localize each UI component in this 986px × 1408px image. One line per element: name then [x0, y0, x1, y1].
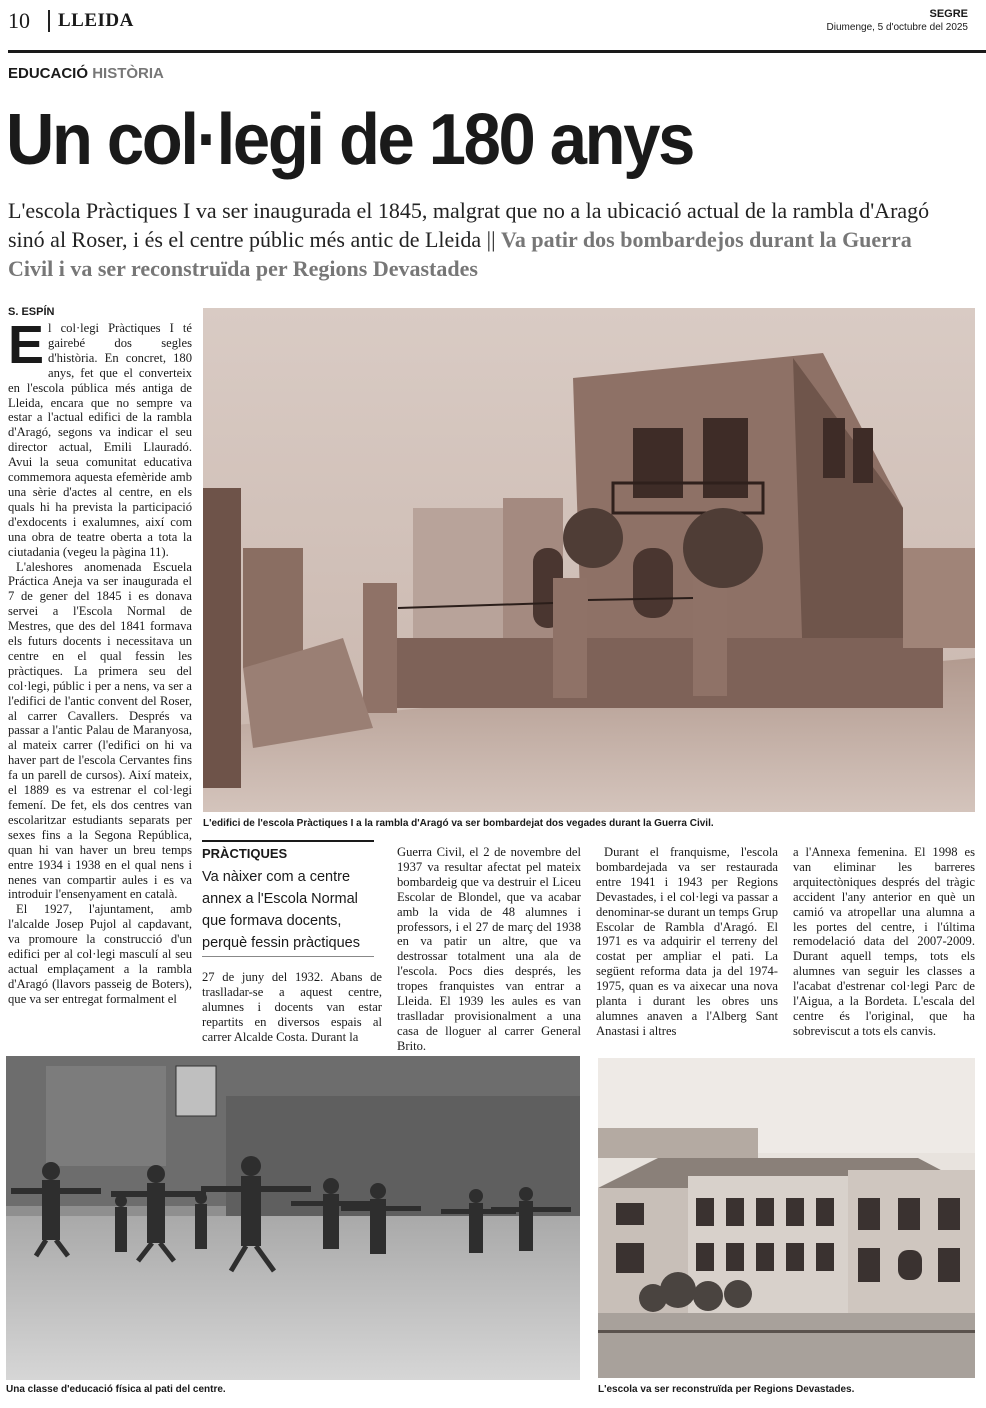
headline: Un col·legi de 180 anys [6, 100, 694, 180]
pull-quote-rule-top [202, 840, 374, 842]
article-paragraph: Guerra Civil, el 2 de novembre del 1937 va resultar afectat pel mateix bombardeig que va destruir el Liceu Escolar de Blondel, que va acabar amb la vida de 48 alumnes i professors, i el 27 de març del 1938 en va patir un altre, que va destrossar totalment una ala de l'escola. Pocs dies després, les tropes franquistes van entrar a Lleida. El 1939 les aules es van traslladar provisionalment a una casa de lloguer al carrer General Brito. [397, 845, 581, 1053]
article-column-2 [202, 970, 382, 1045]
section-name: LLEIDA [58, 10, 134, 31]
publication-date: Diumenge, 5 d'octubre del 2025 [826, 22, 968, 33]
article-column-4 [596, 845, 778, 1039]
pull-quote-rule-bottom [202, 956, 374, 957]
pe-class-caption: Una classe d'educació física al pati del centre. [6, 1384, 226, 1395]
rebuilt-school-photo [598, 1058, 975, 1378]
subheadline-normal: L'escola Pràctiques I va ser inaugurada el 1845, malgrat que no a la ubicació actual de la rambla d'Aragó sinó al Roser, i és el centre públic més antic de Lleida || [8, 198, 930, 252]
pe-class-photo [6, 1056, 580, 1380]
article-paragraph: El 1927, l'ajuntament, amb l'alcalde Josep Pujol al capdavant, va promoure la construcció d'un edifici per al col·legi masculí al seu actual emplaçament a la rambla d'Aragó (llavors passeig de Boters), que va ser entregat formalment el [8, 902, 192, 1006]
reconstructed-school-photo [598, 1058, 975, 1378]
article-column-1 [8, 315, 192, 1007]
article-paragraph: L'aleshores anomenada Escuela Práctica Aneja va ser inaugurada el 7 de gener del 1845 i es donava servei a l'Escola Normal de Mestres, que des del 1841 formava els futurs docents i necessitava un centre en el qual fessin les pràctiques. La primera seu del col·legi, públic i per a nens, va ser a l'edifici de l'antic convent del Roser, al carrer Cavallers. Després va passar a l'antic Palau de Maranyosa, al mateix carrer (l'edifici on hi va haver part de l'escola Cervantes fins fa un parell de cursos). Així mateix, el 1889 es va estrenar el col·legi femení. De fet, els dos centres van escolaritzar estudiants separats per sexes fins a la Segona República, quan hi van haver un breu temps entre 1934 i 1938 en el qual nens i nenes van compartir aules i es va introduir l'ensenyament en català. [8, 559, 192, 902]
byline: S. ESPÍN [8, 306, 55, 318]
article-paragraph: 27 de juny del 1932. Abans de traslladar-se a aquest centre, alumnes i docents van estar repartits en diversos espais al carrer Alcalde Costa. Durant la [202, 970, 382, 1044]
subheadline-bold: Va patir dos bombardejos durant la Guerra Civil i va ser reconstruïda per Regions Devastades [8, 227, 912, 281]
main-photo [203, 308, 975, 812]
article-column-3 [397, 845, 581, 1054]
article-paragraph: Durant el franquisme, l'escola bombardejada va ser restaurada entre 1941 i 1943 per Regions Devastades, i el col·legi va passar a denominar-se durant un temps Grup Escolar de Rambla d'Aragó. El 1971 es va adquirir el terreny del costat per ampliar el pati. La següent reforma data ja del 1974-1975, quan es va aixecar una nova planta i durant les obres uns alumnes anaven a l'Alberg Sant Anastasi i altres [596, 845, 778, 1038]
kicker-section: EDUCACIÓ [8, 65, 89, 82]
bombed-school-photo [203, 308, 975, 812]
article-paragraph [8, 315, 192, 560]
newspaper-name: SEGRE [929, 8, 968, 20]
header-rule [8, 50, 986, 53]
article-paragraph: a l'Annexa femenina. El 1998 es van eliminar les barreres arquitectòniques després del tràgic accident l'any anterior en què un camió va atropellar una alumna a les portes del centre, i l'última remodelació data del 2007-2009. Durant aquell temps, tots els alumnes van seguir les classes a l'acabat d'estrenar col·legi Parc de l'Aigua, a la Bordeta. L'escala del centre és l'original, que ha sobreviscut a tots els canvis. [793, 845, 975, 1038]
students-exercising-photo [6, 1056, 580, 1380]
article-column-5 [793, 845, 975, 1039]
drop-cap: E [8, 315, 45, 375]
page-number: 10 [8, 8, 30, 33]
paragraph-text: l col·legi Pràctiques I té gairebé dos segles d'història. En concret, 180 anys, fet que el converteix en l'escola pública més antiga de Lleida, encara que no sempre va estar a l'actual edifici de la rambla d'Aragó, segons va indicar el seu director actual, Emili Llauradó. Avui la seua comunitat educativa commemora aquesta efemèride amb una sèrie d'actes al centre, en els quals hi ha prevista la participació d'exdocents i exalumnes, així com una obra de teatre oberta a tota la ciutadania (vegeu la pàgina 11). [8, 321, 192, 559]
header-divider [48, 10, 50, 32]
reconstructed-school-caption: L'escola va ser reconstruïda per Regions Devastades. [598, 1384, 855, 1395]
subheadline [8, 196, 958, 283]
pull-quote-label: PRÀCTIQUES [202, 846, 288, 861]
kicker-subsection: HISTÒRIA [92, 65, 164, 82]
main-photo-caption: L'edifici de l'escola Pràctiques I a la rambla d'Aragó va ser bombardejat dos vegades durant la Guerra Civil. [203, 818, 714, 829]
pull-quote-text: Va nàixer com a centre annex a l'Escola Normal que formava docents, perquè fessin pràctiques [202, 869, 360, 951]
kicker [8, 65, 164, 82]
